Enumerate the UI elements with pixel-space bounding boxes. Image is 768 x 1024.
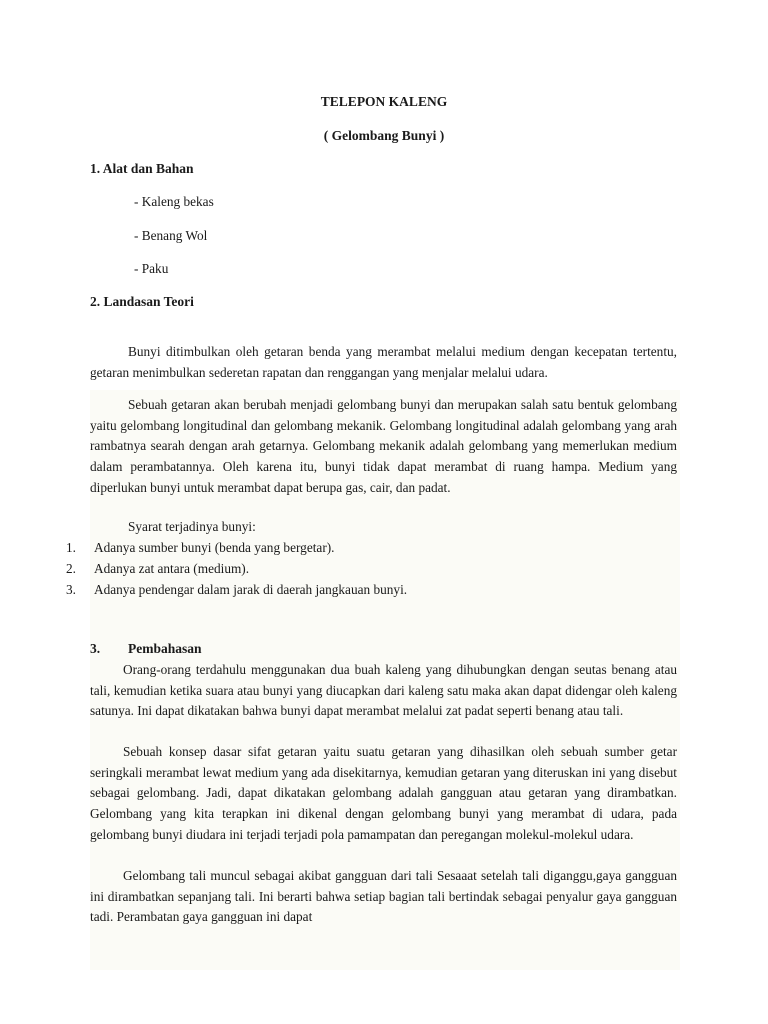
list-number: 3. [66,582,76,597]
section-heading-label: Pembahasan [128,641,202,656]
paragraph [90,395,677,499]
paragraph-text: Bunyi ditimbulkan oleh getaran benda yang merambat melalui medium dengan kecepatan tertentu, getaran menimbulkan sederetan rapatan dan renggangan yang menjalar melalui udara. [90,344,677,380]
paragraph-text: Gelombang tali muncul sebagai akibat gangguan dari tali Sesaaat setelah tali diganggu,gaya gangguan ini dirambatkan sepanjang tali. Ini berarti bahwa setiap bagian tali bertindak sebagai penyalur gaya gangguan tadi. Perambatan gaya gangguan ini dapat [90,868,677,925]
paragraph [90,866,677,928]
list-number: 1. [66,540,76,555]
list-item: Adanya zat antara (medium). [94,561,250,576]
paragraph [90,342,677,383]
section-heading-landasan-teori: 2. Landasan Teori [90,294,194,309]
list-item: - Paku [134,261,169,276]
paragraph [90,742,677,846]
paragraph-text: Sebuah getaran akan berubah menjadi gelombang bunyi dan merupakan salah satu bentuk gelombang yaitu gelombang longitudinal dan gelombang mekanik. Gelombang longitudinal adalah gelombang yang arah rambatnya searah dengan arah getarnya. Gelombang mekanik adalah gelombang yang memerlukan medium dalam perambatannya. Oleh karena itu, bunyi tidak dapat merambat di ruang hampa. Medium yang diperlukan bunyi untuk merambat dapat berupa gas, cair, dan padat. [90,397,677,495]
section-heading-alat-bahan: 1. Alat dan Bahan [90,161,194,176]
section-heading-pembahasan [90,641,202,657]
document-subtitle: ( Gelombang Bunyi ) [323,128,445,143]
list-item: Adanya sumber bunyi (benda yang bergetar). [94,540,335,555]
syarat-intro: Syarat terjadinya bunyi: [128,519,256,534]
list-number: 2. [66,561,76,576]
list-item: Adanya pendengar dalam jarak di daerah jangkauan bunyi. [94,582,408,597]
paragraph-text: Orang-orang terdahulu menggunakan dua buah kaleng yang dihubungkan dengan seutas benang atau tali, kemudian ketika suara atau bunyi yang diucapkan dari kaleng satu maka akan dapat didengar oleh kaleng satunya. Ini dapat dikatakan bahwa bunyi dapat merambat melalui zat padat seperti benang atau tali. [90,662,677,719]
document-title: TELEPON KALENG [320,94,448,109]
list-item: - Kaleng bekas [134,194,214,209]
paragraph [90,660,677,722]
list-item: - Benang Wol [134,228,208,243]
section-number: 3. [90,641,101,656]
paragraph-text: Sebuah konsep dasar sifat getaran yaitu suatu getaran yang dihasilkan oleh sebuah sumber getar seringkali merambat lewat medium yang ada disekitarnya, kemudian getaran yang diteruskan ini yang disebut sebagai gelombang. Jadi, dapat dikatakan gelombang adalah gangguan atau getaran yang dirambatkan. Gelombang yang kita terapkan ini dikenal dengan gelombang bunyi yang merambat di udara, pada gelombang bunyi diudara ini terjadi terjadi pola pamampatan dan peregangan molekul-molekul udara. [90,744,677,842]
